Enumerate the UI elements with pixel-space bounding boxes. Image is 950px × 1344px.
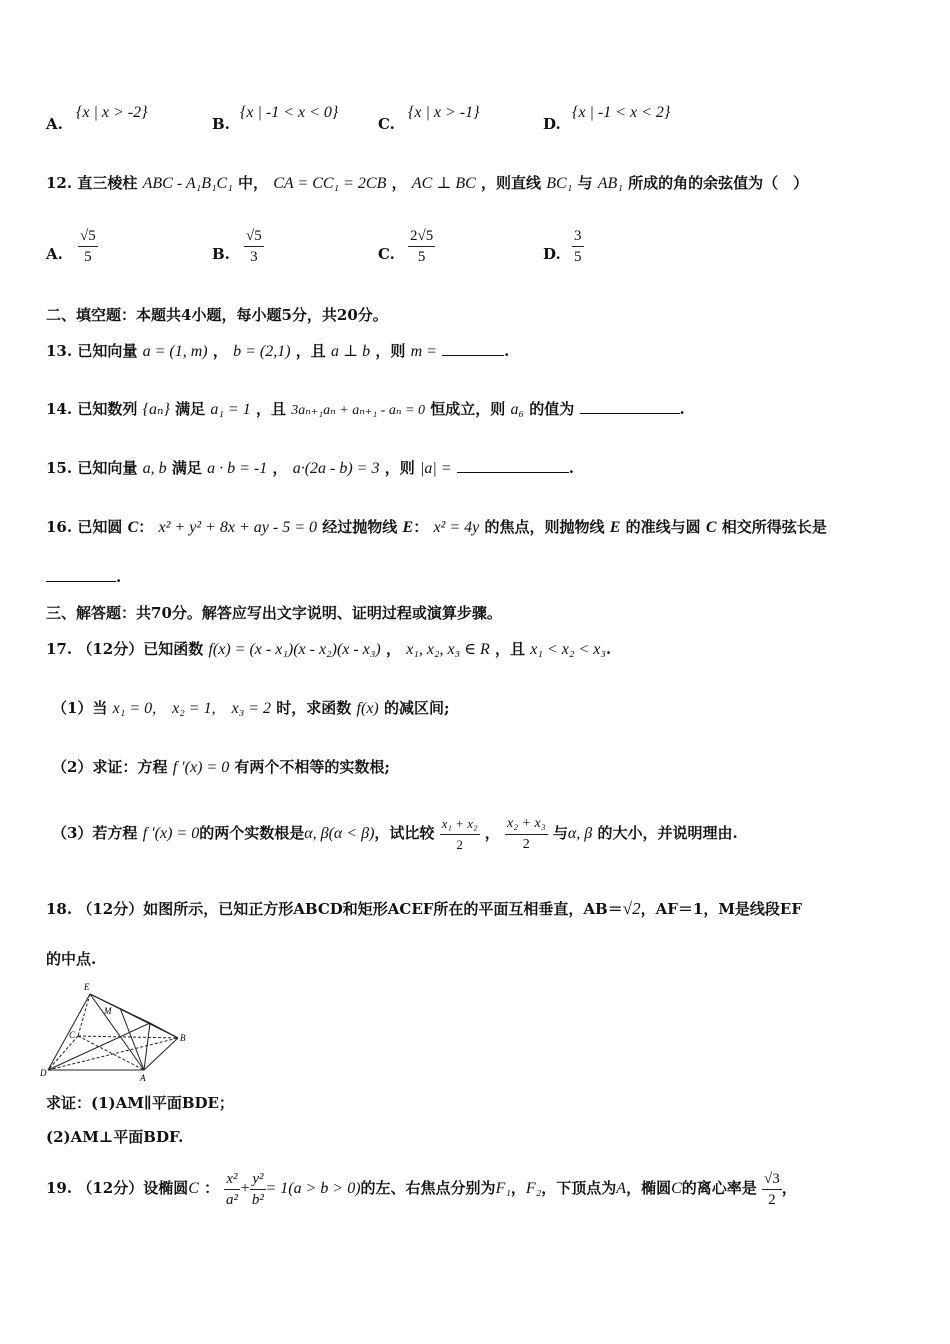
q17-p3-text-3: ， [484, 824, 500, 842]
q12-line1: BC₁ [546, 175, 573, 192]
q17-p1-label: （1）当 [52, 699, 108, 717]
q17-number: 17. [46, 640, 73, 658]
q12-cond2: AC ⊥ BC [411, 175, 476, 192]
q12-option-c-value: $\frac{2√5}{5}$ [410, 228, 434, 265]
q18-figure [40, 978, 190, 1084]
q17-p1-text-2: 的减区间; [383, 699, 450, 717]
q14-initial: a₁ = 1 [210, 401, 251, 418]
q16-circle-equation: x² + y² + 8x + ay - 5 = 0 [158, 519, 318, 536]
q15-vars: a, b [142, 460, 167, 477]
q15-text-4: ，则 [384, 459, 415, 477]
q14-text-2: 满足 [175, 400, 206, 418]
q17-p3-roots: α, β(α < β) [304, 825, 375, 842]
q14-text-5: 的值为 [529, 400, 575, 418]
q11-option-a-label: A. [46, 115, 63, 133]
q17-p3-text-4: 与 [552, 824, 568, 842]
fig-edge-db [48, 1038, 178, 1070]
q11-option-c-label: C. [378, 115, 395, 133]
q12-line2: AB₁ [597, 175, 623, 192]
q19-text-7: 的离心率是 [681, 1179, 757, 1197]
q17-set: x₁, x₂, x₃ ∈ R [406, 641, 490, 658]
q17-p3-text-1: 的两个实数根是 [199, 824, 305, 842]
q19-f1: F₁ [495, 1180, 511, 1197]
q12-option-a-label: A. [46, 245, 63, 263]
q18-text-1: 如图所示，已知正方形ABCD和矩形ACEF所在的平面互相垂直，AB＝ [143, 900, 623, 918]
q12-text-3: ， [391, 174, 407, 192]
q19-text-8: ， [781, 1179, 797, 1197]
q19-eccentricity: $\frac{√3}{2}$ [764, 1170, 780, 1208]
q19-ellipse: C [188, 1180, 199, 1197]
q12-stem [46, 172, 920, 195]
q13-text-2: ， [212, 342, 228, 360]
q15-end: . [568, 459, 575, 477]
q19-frac-y: $\frac{\text{y²}}{\text{b²}}$ [251, 1170, 264, 1208]
q12-prism: ABC - A₁B₁C₁ [142, 175, 233, 192]
q17-part-2 [52, 756, 920, 779]
q17-p3-text-2: ，试比较 [374, 824, 435, 842]
q19-score: （12分） [77, 1179, 144, 1197]
q17-order: x₁ < x₂ < x₃ [530, 641, 606, 658]
q17-p2-text: 有两个不相等的实数根; [234, 758, 390, 776]
q17-text-1: 已知函数 [143, 640, 204, 658]
q12-number: 12. [46, 174, 73, 192]
q17-p2-label: （2）求证：方程 [52, 758, 168, 776]
q14-text-3: ，且 [255, 400, 286, 418]
q19-vertex: A [616, 1180, 627, 1197]
q17-p1-text: 时，求函数 [276, 699, 352, 717]
q17-part-1 [52, 697, 920, 720]
q15-dot-product: a · b = -1 [207, 460, 268, 477]
q14-text-4: 恒成立，则 [430, 400, 506, 418]
q13-text-4: ，则 [375, 342, 406, 360]
q16-text-2: ： [138, 518, 154, 536]
q17-p3-alpha-beta: α, β [567, 825, 593, 842]
fig-edge-ea [90, 994, 144, 1070]
q12-text-4: ，则直线 [481, 174, 542, 192]
q13-vector-a: a = (1, m) [142, 343, 208, 360]
q16-parabola-ref: E [609, 519, 621, 536]
section-3-heading: 三、解答题：共70分。解答应写出文字说明、证明过程或演算步骤。 [46, 604, 502, 622]
q17-p3-equation: f ′(x) = 0 [142, 825, 200, 842]
q19-text-5: ，下顶点为 [541, 1179, 617, 1197]
q16-text-5: 的焦点，则抛物线 [484, 518, 605, 536]
fig-label-m: M [104, 1006, 112, 1016]
q18-proof-2: (2)AM⊥平面BDF. [46, 1128, 184, 1146]
q14-text-1: 已知数列 [77, 400, 138, 418]
q12-text-2: 中， [238, 174, 269, 192]
fig-edge-ma [120, 1008, 144, 1070]
fig-label-c: C [69, 1030, 76, 1040]
fig-edge-cd [48, 1036, 78, 1070]
q19-text-4: ， [510, 1179, 526, 1197]
fig-label-b: B [180, 1033, 186, 1043]
q15-number: 15. [46, 459, 73, 477]
q17-p3-text-5: 的大小，并说明理由. [597, 824, 738, 842]
q17-p1-values: x₁ = 0, x₂ = 1, x₃ = 2 [112, 700, 272, 717]
q12-option-d-value: $\frac{3}{5}$ [574, 228, 582, 265]
fig-edge-af [144, 1023, 150, 1070]
q16 [46, 516, 920, 539]
q14-end: . [679, 400, 685, 418]
q18-stem-2: 的中点. [46, 950, 97, 968]
q12-text-6: 所成的角的余弦值为（ ） [628, 174, 809, 192]
q13-text-1: 已知向量 [77, 342, 138, 360]
q13-end: . [504, 342, 510, 360]
q14 [46, 398, 920, 422]
q11-option-d-label: D. [543, 115, 561, 133]
section-2-heading: 二、填空题：本题共4小题，每小题5分，共20分。 [46, 306, 388, 324]
q12-text-5: 与 [577, 174, 593, 192]
q15-text-1: 已知向量 [77, 459, 138, 477]
q16-answer-line [46, 566, 920, 588]
q13-ask: m = [410, 343, 437, 360]
q16-end: . [116, 568, 122, 586]
q11-option-b-expr: {x | -1 < x < 0} [240, 104, 339, 121]
q12-text-1: 直三棱柱 [77, 174, 138, 192]
q19-text-3: 的左、右焦点分别为 [360, 1179, 496, 1197]
q18-proof-1: 求证：(1)AM∥平面BDE； [46, 1094, 234, 1112]
q13 [46, 340, 920, 363]
q13-vector-b: b = (2,1) [233, 343, 291, 360]
q15-ask: |a| = [419, 460, 452, 477]
fig-edge-cb [78, 1036, 178, 1038]
q17-function: f(x) = (x - x₁)(x - x₂)(x - x₃) [208, 641, 381, 658]
q17-score: （12分） [77, 640, 144, 658]
q16-number: 16. [46, 518, 73, 536]
q19-text-6: ，椭圆 [626, 1179, 672, 1197]
fig-edge-fb [150, 1023, 178, 1038]
q19-ellipse-ref: C [671, 1180, 682, 1197]
q14-target: a₆ [510, 401, 525, 418]
q16-circle: C [127, 519, 139, 536]
q16-text-6: 的准线与圆 [625, 518, 701, 536]
q18-ab-value: √2 [622, 899, 641, 918]
q17-text-3: ，且 [495, 640, 526, 658]
q17-end: . [605, 640, 612, 658]
q19-stem [46, 1164, 920, 1213]
fig-label-d: D [40, 1068, 47, 1078]
q17-p3-fraction-1: $\frac{\text{x₁ + x₂}}{2}$ [441, 815, 478, 852]
q17-p1-func: f(x) [356, 700, 379, 717]
q12-option-a-value: $\frac{√5}{5}$ [80, 228, 96, 265]
q12-option-b-value: $\frac{√5}{3}$ [246, 228, 262, 265]
q19-equation: = 1(a > b > 0) [265, 1180, 361, 1197]
q17-part-3 [52, 810, 920, 857]
q16-text-3: 经过抛物线 [322, 518, 398, 536]
q19-f2: F₂ [525, 1180, 542, 1197]
q19-plus: + [239, 1180, 251, 1197]
q18-score: （12分） [77, 900, 144, 918]
q16-parabola: E [402, 519, 414, 536]
q11-option-b-label: B. [212, 115, 230, 133]
q14-recurrence: 3aₙ₊₁aₙ + aₙ₊₁ - aₙ = 0 [291, 403, 425, 418]
q11-option-d-expr: {x | -1 < x < 2} [572, 104, 671, 121]
fig-edge-ec [78, 994, 90, 1036]
q15-text-3: ， [272, 459, 288, 477]
q15-condition: a·(2a - b) = 3 [292, 460, 380, 477]
q18-text-2: ，AF＝1，M是线段EF [640, 900, 803, 918]
q19-number: 19. [46, 1179, 73, 1197]
q16-circle-ref: C [705, 519, 717, 536]
q16-answer-blank[interactable] [46, 567, 116, 582]
q13-text-3: ，且 [295, 342, 326, 360]
q19-frac-x: $\frac{\text{x²}}{\text{a²}}$ [225, 1170, 238, 1208]
q12-option-b-label: B. [212, 245, 230, 263]
q19-text-1: 设椭圆 [143, 1179, 189, 1197]
q14-sequence: {aₙ} [142, 401, 170, 418]
q17-p3-label: （3）若方程 [52, 824, 138, 842]
q18-number: 18. [46, 900, 73, 918]
q16-text-7: 相交所得弦长是 [721, 518, 827, 536]
q15-answer-blank[interactable] [457, 458, 569, 473]
q16-text-4: ： [413, 518, 429, 536]
q12-option-c-label: C. [378, 245, 395, 263]
q13-answer-blank[interactable] [442, 341, 504, 356]
fig-label-e: E [84, 982, 90, 992]
q16-text-1: 已知圆 [77, 518, 123, 536]
q11-option-a-expr: {x | x > -2} [76, 104, 148, 121]
q11-option-c-expr: {x | x > -1} [408, 104, 480, 121]
q12-cond1: CA = CC₁ = 2CB [273, 175, 387, 192]
q19-text-2: ： [204, 1179, 220, 1197]
q17-p3-fraction-2: $\frac{\text{x₂ + x₃}}{2}$ [506, 815, 546, 852]
q14-answer-blank[interactable] [580, 399, 680, 414]
q13-condition: a ⊥ b [331, 343, 371, 360]
q13-number: 13. [46, 342, 73, 360]
q17-p2-equation: f ′(x) = 0 [172, 759, 230, 776]
q12-option-d-label: D. [543, 245, 561, 263]
q17-stem [46, 638, 920, 661]
q16-parabola-equation: x² = 4y [433, 519, 480, 536]
q14-number: 14. [46, 400, 73, 418]
fig-label-a: A [140, 1073, 146, 1083]
q17-text-2: ， [385, 640, 401, 658]
q15-text-2: 满足 [171, 459, 202, 477]
q15 [46, 457, 920, 480]
q18-stem [46, 898, 920, 920]
fig-edge-ab [144, 1038, 178, 1070]
